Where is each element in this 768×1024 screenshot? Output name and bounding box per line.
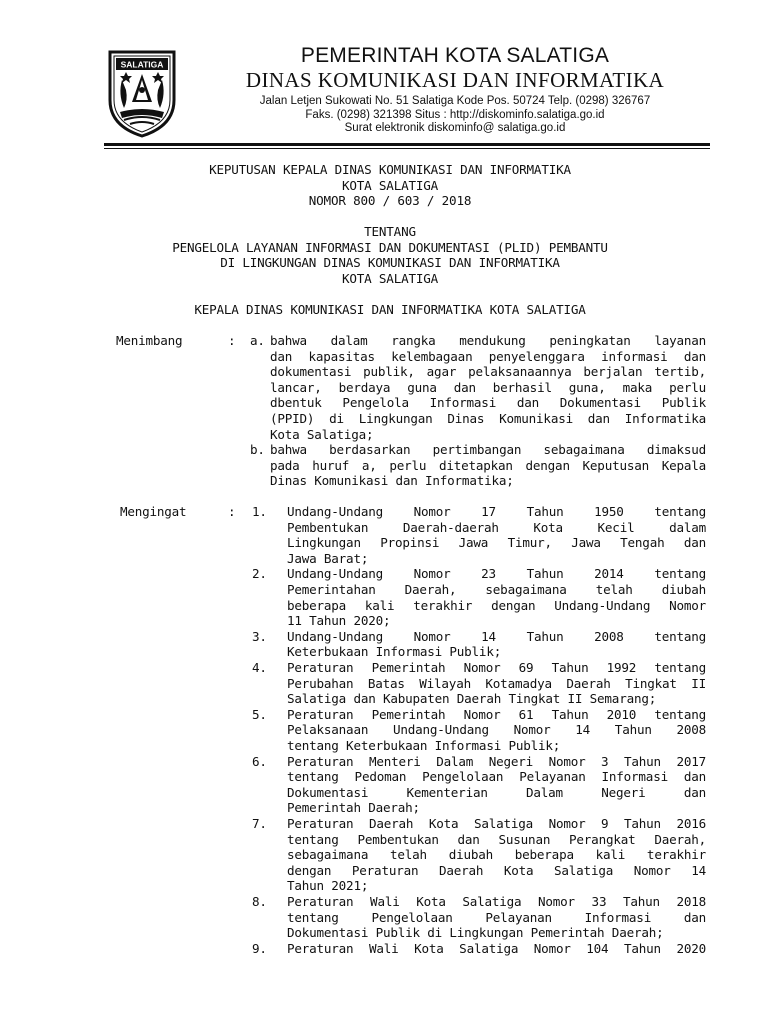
text-line: tentang Pengelolaan Pelayanan Informasi dan <box>287 909 706 925</box>
consideration-marker-a: a. <box>250 333 265 348</box>
text-line: bahwa berdasarkan pertimbangan sebagaimana dimaksud <box>270 442 706 457</box>
text-line: (PPID) di Lingkungan Dinas Komunikasi dan Informatika <box>270 410 706 426</box>
text-line: Dokumentasi Kementerian Dalam Negeri dan <box>287 784 706 800</box>
address-line: Jalan Letjen Sukowati No. 51 Salatiga Kode Pos. 50724 Telp. (0298) 326767 <box>259 95 651 107</box>
text-line: Peraturan Menteri Dalam Negeri Nomor 3 Tahun 2017 <box>287 753 706 769</box>
text-line: Kota Salatiga; <box>270 426 374 442</box>
legal-basis-number: 4. <box>252 660 267 675</box>
text-line: Peraturan Pemerintah Nomor 69 Tahun 1992 tentang <box>287 660 706 675</box>
menimbang-colon: : <box>228 333 236 348</box>
issuer-line: KEPALA DINAS KOMUNIKASI DAN INFORMATIKA KOTA SALATIGA <box>194 302 586 317</box>
tentang-label: TENTANG <box>364 224 416 239</box>
legal-basis-item <box>287 894 706 941</box>
text-line: Perubahan Batas Wilayah Kotamadya Daerah Tingkat II <box>287 675 706 691</box>
email-line: Surat elektronik diskominfo@ salatiga.go.id <box>344 122 566 134</box>
text-line: lancar, berdaya guna dan berhasil guna, maka perlu <box>270 379 706 395</box>
subject-line: KOTA SALATIGA <box>342 270 438 286</box>
legal-basis-number: 2. <box>252 566 267 582</box>
legal-basis-item <box>287 707 706 754</box>
consideration-b <box>270 442 706 489</box>
text-line: bahwa dalam rangka mendukung peningkatan layanan <box>270 333 706 348</box>
legal-basis-number: 6. <box>252 753 267 769</box>
text-line: tentang Pembentukan dan Susunan Perangkat Daerah, <box>287 831 706 847</box>
legal-basis-item <box>287 660 706 707</box>
text-line: Undang-Undang Nomor 23 Tahun 2014 tentang <box>287 566 706 582</box>
text-line: 11 Tahun 2020; <box>287 613 391 629</box>
consideration-marker-b: b. <box>250 442 265 457</box>
agency-name: DINAS KOMUNIKASI DAN INFORMATIKA <box>245 68 665 92</box>
text-line: Peraturan Wali Kota Salatiga Nomor 33 Tahun 2018 <box>287 894 706 909</box>
salatiga-coat-of-arms-logo <box>106 50 178 138</box>
text-line: dengan Peraturan Daerah Kota Salatiga Nomor 14 <box>287 862 706 878</box>
text-line: pada huruf a, perlu ditetapkan dengan Keputusan Kepala <box>270 457 706 473</box>
government-name: PEMERINTAH KOTA SALATIGA <box>300 44 610 67</box>
letterhead-thin-rule <box>104 148 710 149</box>
legal-basis-item <box>287 754 706 816</box>
menimbang-label: Menimbang <box>116 333 183 348</box>
text-line: Pemerintah Daerah; <box>287 800 420 816</box>
mengingat-colon: : <box>228 504 236 519</box>
text-line: Jawa Barat; <box>287 550 369 566</box>
text-line: Undang-Undang Nomor 17 Tahun 1950 tentang <box>287 504 706 519</box>
text-line: Dokumentasi Publik di Lingkungan Pemerintah Daerah; <box>287 925 664 941</box>
letterhead <box>190 44 720 136</box>
text-line: Peraturan Daerah Kota Salatiga Nomor 9 Tahun 2016 <box>287 816 706 831</box>
legal-basis-number: 7. <box>252 816 267 831</box>
text-line: dan kapasitas kelembagaan penyelenggara informasi dan <box>270 348 706 364</box>
legal-basis-number: 1. <box>252 504 267 519</box>
text-line: beberapa kali terakhir dengan Undang-Undang Nomor <box>287 597 706 613</box>
text-line: Peraturan Wali Kota Salatiga Nomor 104 Tahun 2020 <box>287 940 706 956</box>
legal-basis-number: 8. <box>252 894 267 909</box>
subject-line: PENGELOLA LAYANAN INFORMASI DAN DOKUMENTASI (PLID) PEMBANTU <box>172 239 608 255</box>
legal-basis-item <box>287 566 706 628</box>
text-line: Undang-Undang Nomor 14 Tahun 2008 tentang <box>287 628 706 644</box>
legal-basis-number: 9. <box>252 940 267 956</box>
consideration-a <box>270 333 706 442</box>
text-line: Tahun 2021; <box>287 878 369 894</box>
fax-website-line: Faks. (0298) 321398 Situs : http://diskominfo.salatiga.go.id <box>305 108 605 121</box>
decree-title-line: KEPUTUSAN KEPALA DINAS KOMUNIKASI DAN INFORMATIKA <box>209 162 571 177</box>
text-line: Keterbukaan Informasi Publik; <box>287 644 502 660</box>
legal-basis-number: 5. <box>252 706 267 722</box>
legal-basis-item <box>287 504 706 566</box>
issuer-heading <box>80 302 700 318</box>
text-line: Salatiga dan Kabupaten Daerah Tingkat II Semarang; <box>287 691 657 707</box>
text-line: tentang Pedoman Pengelolaan Pelayanan Informasi dan <box>287 769 706 785</box>
text-line: dbentuk Pengelola Informasi dan Dokumentasi Publik <box>270 395 706 411</box>
letterhead-thick-rule <box>104 143 710 146</box>
text-line: Peraturan Pemerintah Nomor 61 Tahun 2010 tentang <box>287 706 706 722</box>
text-line: Lingkungan Propinsi Jawa Timur, Jawa Tengah dan <box>287 535 706 551</box>
decree-city-line: KOTA SALATIGA <box>342 177 438 193</box>
text-line: dokumentasi publik, agar pelaksanaannya berjalan tertib, <box>270 364 706 380</box>
subject-line: DI LINGKUNGAN DINAS KOMUNIKASI DAN INFORMATIKA <box>220 255 560 271</box>
text-line: tentang Keterbukaan Informasi Publik; <box>287 737 561 753</box>
text-line: Dinas Komunikasi dan Informatika; <box>270 473 514 489</box>
text-line: Pembentukan Daerah-daerah Kota Kecil dalam <box>287 519 706 535</box>
legal-basis-item <box>287 816 706 894</box>
text-line: sebagaimana telah diubah beberapa kali terakhir <box>287 847 706 863</box>
decree-number: NOMOR 800 / 603 / 2018 <box>308 193 472 209</box>
mengingat-label: Mengingat <box>120 504 187 519</box>
decree-subject <box>80 224 700 286</box>
legal-basis-number: 3. <box>252 628 267 644</box>
legal-basis-item <box>287 941 706 957</box>
text-line: Pelaksanaan Undang-Undang Nomor 14 Tahun 2008 <box>287 722 706 738</box>
svg-text:SALATIGA: SALATIGA <box>120 59 164 70</box>
text-line: Pemerintahan Daerah, sebagaimana telah diubah <box>287 581 706 597</box>
decree-title <box>80 162 700 209</box>
legal-basis-item <box>287 629 706 660</box>
